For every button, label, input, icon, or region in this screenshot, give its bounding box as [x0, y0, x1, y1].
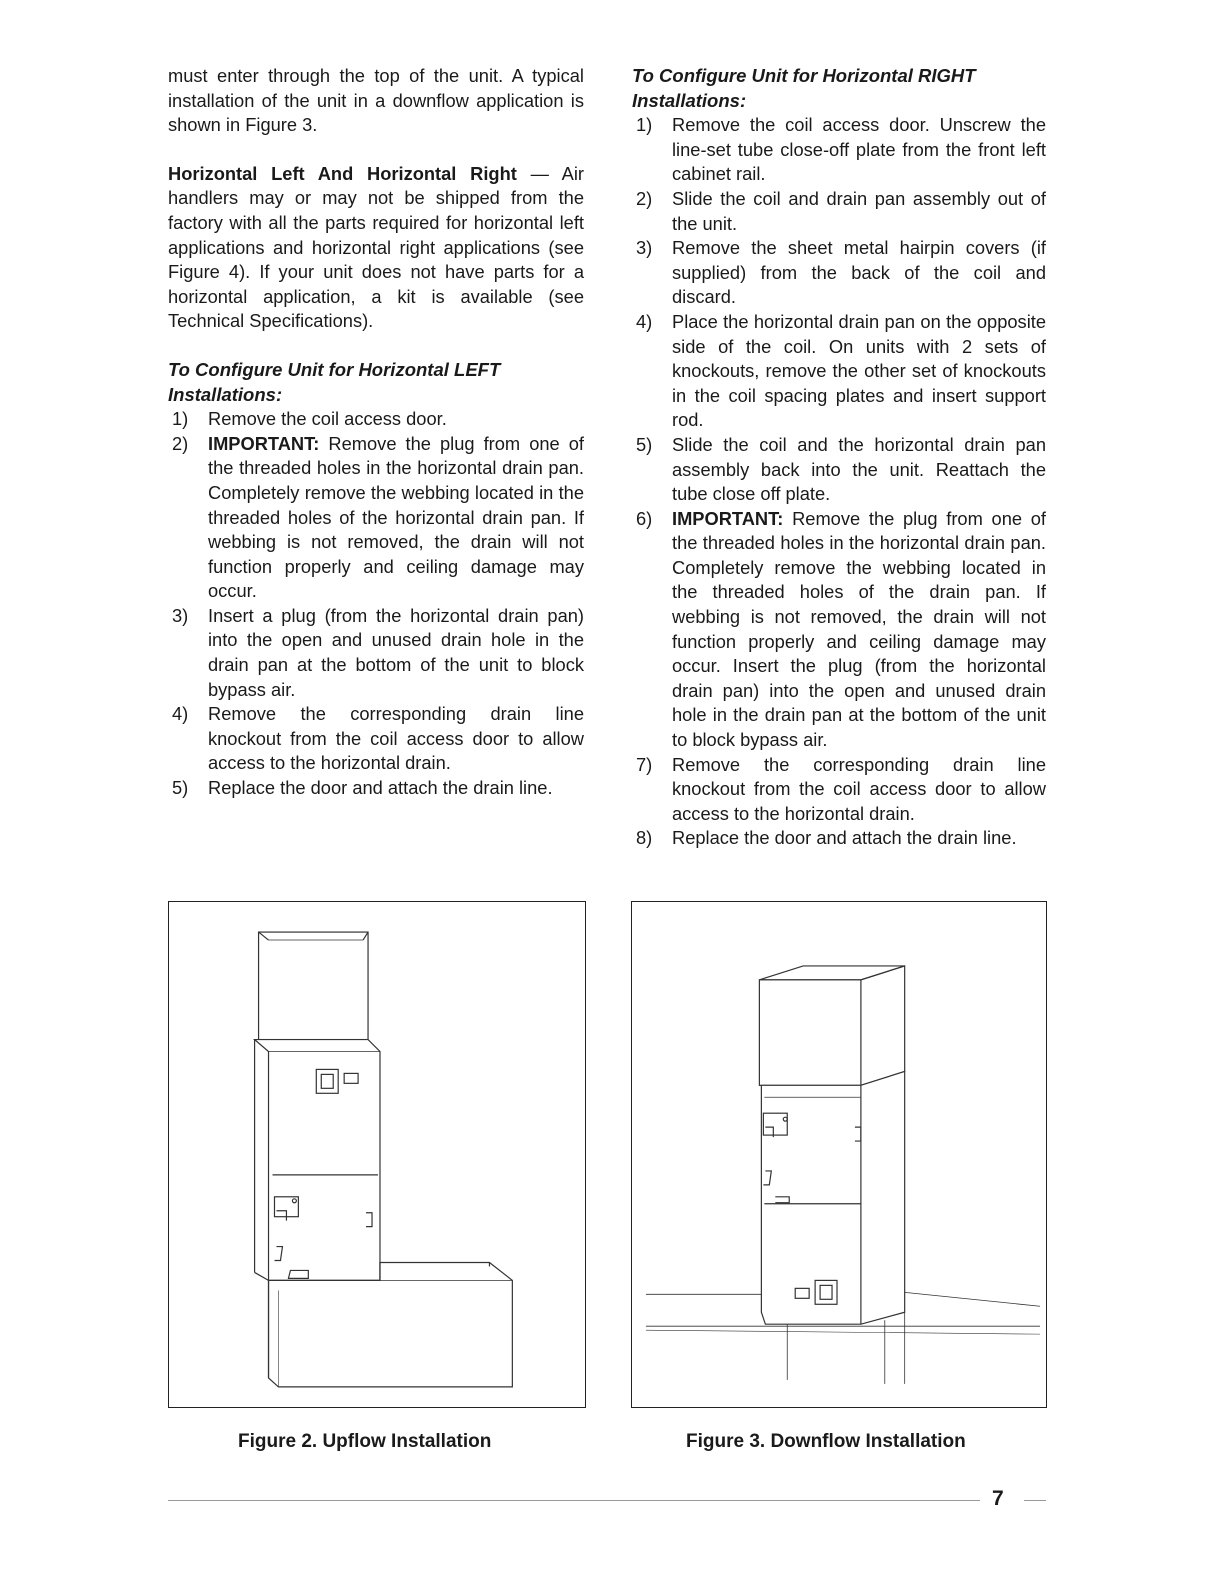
step-text: Remove the coil access door. Unscrew the line-set tube close-off plate from the front left cabinet rail. — [672, 114, 1046, 185]
right-step-8 — [632, 826, 1046, 851]
step-text: Slide the coil and the horizontal drain pan assembly back into the unit. Reattach the tube close off plate. — [672, 433, 1046, 505]
right-step-4 — [632, 310, 1046, 433]
figure-2-upflow — [168, 901, 586, 1408]
step-text: Remove the coil access door. — [208, 408, 447, 430]
figure-3-downflow — [631, 901, 1047, 1408]
left-column — [168, 64, 584, 801]
right-config-heading: To Configure Unit for Horizontal RIGHT Installations: — [632, 65, 976, 111]
step-text: Insert a plug (from the horizontal drain pan) into the open and unused drain hole in the drain pan at the bottom of the unit to block bypass air. — [208, 604, 584, 700]
step-number: 3) — [636, 237, 653, 259]
step-number: 8) — [636, 827, 653, 849]
right-step-1 — [632, 113, 1046, 187]
step-number: 4) — [636, 310, 653, 332]
figure-3-caption: Figure 3. Downflow Installation — [686, 1431, 966, 1452]
downflow-illustration — [632, 902, 1046, 1407]
step-number: 5) — [172, 777, 189, 799]
step-text: Place the horizontal drain pan on the opposite side of the coil. On units with 2 sets of knockouts, remove the other set of knockouts in the coil spacing plates and insert support rod. — [672, 310, 1046, 431]
horizontal-paragraph — [168, 162, 584, 334]
figure-2-caption: Figure 2. Upflow Installation — [238, 1431, 492, 1452]
step-number: 2) — [172, 432, 189, 454]
left-step-5 — [168, 776, 584, 801]
left-step-3 — [168, 604, 584, 702]
step-text: Remove the corresponding drain line knockout from the coil access door to allow access to the horizontal drain. — [208, 703, 584, 774]
footer-rule-right — [1024, 1500, 1046, 1501]
step-number: 7) — [636, 753, 653, 775]
step-text: Remove the plug from one of the threaded holes in the horizontal drain pan. Completely remove the webbing located in the threaded holes of the drain pan. If webbing is not removed, the drain will not function properly and ceiling damage may occur. Insert the plug (from the horizontal drain pan) into the open and unused drain hole in the drain pan at the bottom of the unit to block bypass air. — [672, 507, 1046, 751]
important-label: IMPORTANT: — [208, 432, 320, 454]
step-text: Remove the plug from one of the threaded holes in the horizontal drain pan. Completely remove the webbing located in the threaded holes of the horizontal drain pan. If webbing is not removed, the drain will not function properly and ceiling damage may occur. — [208, 432, 584, 602]
left-step-2 — [168, 432, 584, 604]
left-step-4 — [168, 702, 584, 776]
left-steps-list — [168, 407, 584, 801]
step-number: 3) — [172, 604, 189, 626]
step-number: 2) — [636, 187, 653, 209]
right-step-6 — [632, 507, 1046, 753]
step-text: Replace the door and attach the drain line. — [672, 827, 1017, 849]
right-column — [632, 64, 1046, 851]
step-number: 1) — [172, 408, 189, 430]
intro-paragraph: must enter through the top of the unit. A typical installation of the unit in a downflow application is shown in Figure 3. — [168, 65, 584, 136]
step-text: Remove the corresponding drain line knockout from the coil access door to allow access to the horizontal drain. — [672, 753, 1046, 824]
step-text: Replace the door and attach the drain line. — [208, 777, 553, 799]
right-step-2 — [632, 187, 1046, 236]
step-text: Remove the sheet metal hairpin covers (if supplied) from the back of the coil and discard. — [672, 237, 1046, 308]
step-number: 6) — [636, 507, 653, 529]
step-number: 4) — [172, 703, 189, 725]
step-number: 1) — [636, 114, 653, 136]
horizontal-heading: Horizontal Left And Horizontal Right — [168, 162, 517, 184]
left-step-1 — [168, 407, 584, 432]
horizontal-text: — Air handlers may or may not be shipped from the factory with all the parts required for horizontal left applications and horizontal right applications (see Figure 4). If your unit does not have parts for a horizontal application, a kit is available (see Technical Specifications). — [168, 162, 584, 332]
page-number: 7 — [992, 1487, 1004, 1510]
step-text: Slide the coil and drain pan assembly out of the unit. — [672, 187, 1046, 234]
right-step-3 — [632, 236, 1046, 310]
important-label: IMPORTANT: — [672, 507, 784, 529]
left-config-heading: To Configure Unit for Horizontal LEFT Installations: — [168, 358, 501, 405]
upflow-illustration — [169, 902, 585, 1407]
step-number: 5) — [636, 433, 653, 455]
right-step-5 — [632, 433, 1046, 507]
right-steps-list — [632, 113, 1046, 851]
footer-rule-left — [168, 1500, 980, 1501]
right-step-7 — [632, 753, 1046, 827]
